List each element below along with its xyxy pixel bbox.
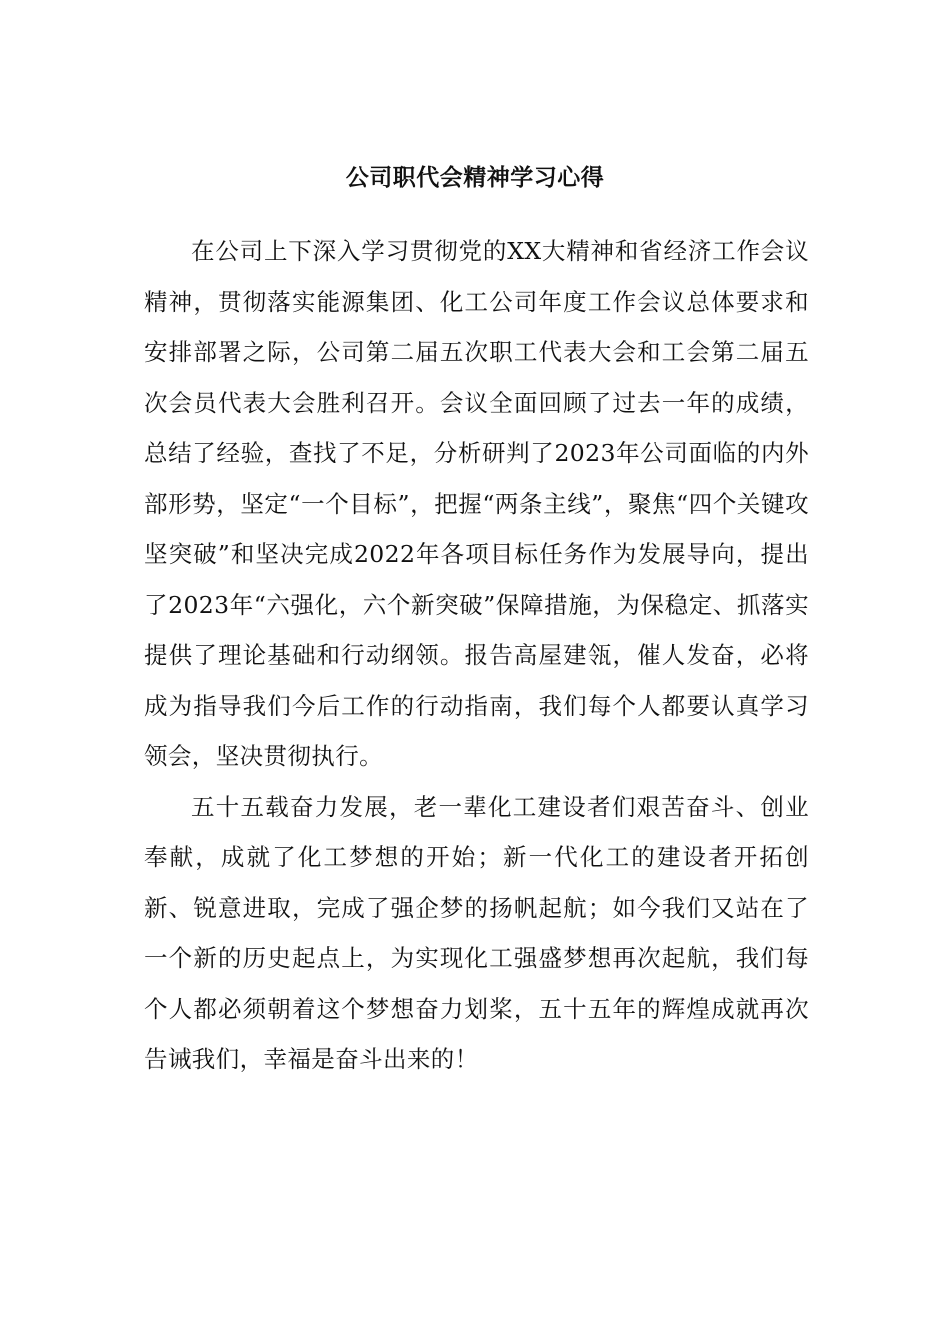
document-body [144, 226, 809, 1085]
document-title: 公司职代会精神学习心得 [345, 165, 605, 191]
paragraph-2: 五十五载奋力发展，老一辈化工建设者们艰苦奋斗、创业奉献，成就了化工梦想的开始；新一代化工的建设者开拓创新、锐意进取，完成了强企梦的扬帆起航；如今我们又站在了一个新的历史起点上，为实现化工强盛梦想再次起航，我们每个人都必须朝着这个梦想奋力划桨，五十五年的辉煌成就再次告诫我们，幸福是奋斗出来的！ [144, 792, 809, 1073]
paragraph-1: 在公司上下深入学习贯彻党的XX大精神和省经济工作会议精神，贯彻落实能源集团、化工公司年度工作会议总体要求和安排部署之际，公司第二届五次职工代表大会和工会第二届五次会员代表大会胜利召开。会议全面回顾了过去一年的成绩，总结了经验，查找了不足，分析研判了2023年公司面临的内外部形势，坚定“一个目标”，把握“两条主线”，聚焦“四个关键攻坚突破”和坚决完成2022年各项目标任务作为发展导向，提出了2023年“六强化，六个新突破”保障措施，为保稳定、抓落实提供了理论基础和行动纲领。报告高屋建瓴，催人发奋，必将成为指导我们今后工作的行动指南，我们每个人都要认真学习领会，坚决贯彻执行。 [144, 237, 809, 770]
